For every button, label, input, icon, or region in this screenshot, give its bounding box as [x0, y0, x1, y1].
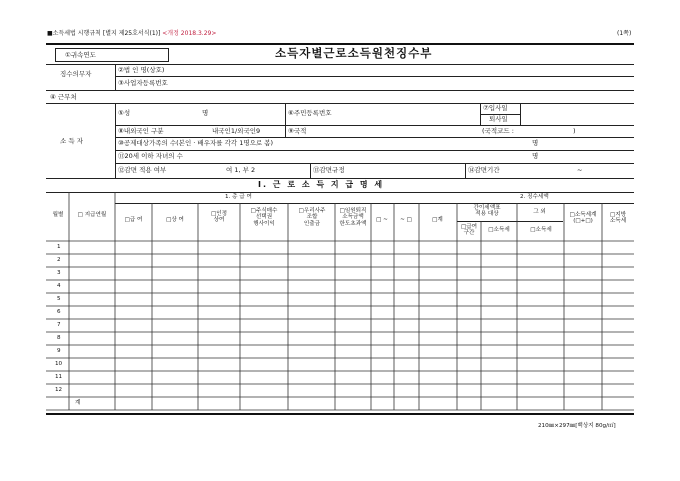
nationality-label: ⑨국적	[288, 127, 307, 135]
month-row-label: 10	[55, 361, 63, 367]
year-label: ①귀속연도	[65, 51, 96, 59]
month-row-label: 8	[57, 335, 61, 341]
join-date-label: ⑦입사일	[483, 104, 508, 112]
pay-col-deemed-bonus: □인정 상여	[210, 211, 228, 224]
others-label: 그 외	[533, 209, 546, 215]
nationality-code-label: (국적코드 :	[482, 127, 514, 135]
reduction-value: 여 1, 부 2	[226, 166, 256, 174]
form-reference-text: ■소득세법 시행규칙 [별지 제25호서식(1)]	[47, 30, 161, 37]
month-row-label: 4	[57, 283, 61, 289]
form-title: 소득자별근로소득원천징수부	[275, 46, 433, 60]
leave-date-label: 퇴사일	[489, 115, 508, 123]
month-row-label: 5	[57, 296, 61, 302]
tax-col-others-income-tax: □소득세	[530, 227, 552, 233]
pay-col-blank-2: ~ □	[400, 217, 412, 223]
month-row-label: 7	[57, 322, 61, 328]
simple-table-label: 간이세액표 적용 대상	[473, 205, 501, 218]
section1-title: Ⅰ. 근 로 소 득 지 급 명 세	[258, 180, 385, 189]
tax-col-income-tax-sum: □소득세계 (□+□)	[569, 212, 597, 225]
month-row-label: 6	[57, 309, 61, 315]
earner-section-label: 소 득 자	[60, 137, 83, 145]
month-row-label: 3	[57, 270, 61, 276]
month-row-label: 2	[57, 257, 61, 263]
residency-value: 내국인1/외국인9	[212, 127, 261, 135]
children-label: ⑪20세 이하 자녀의 수	[118, 152, 183, 160]
tax-col-local-tax: □지방 소득세	[609, 212, 627, 225]
month-column-header: 월별	[52, 212, 64, 218]
name-label-2: 명	[202, 109, 209, 117]
corp-name-label: ②법 인 명(상호)	[118, 66, 165, 74]
paper-size-note: 210㎜×297㎜[백상지 80g/㎡]	[538, 423, 616, 429]
total-row-label: 계	[75, 400, 81, 406]
pay-col-salary: □급 여	[124, 217, 143, 223]
pay-col-exec-retire-excess: □임원퇴직 소득금액 한도초과액	[339, 208, 367, 227]
tax-group-label: 2. 징수세액	[520, 194, 549, 200]
month-row-label: 9	[57, 348, 61, 354]
pay-col-total: □계	[432, 217, 443, 223]
pay-col-esop-withdrawal: □우리사주 조합 인출금	[298, 208, 326, 227]
reduction-period-sep: ~	[577, 166, 583, 174]
children-unit: 명	[532, 152, 539, 160]
month-row-label: 1	[57, 244, 61, 250]
bottom-rule	[46, 413, 634, 415]
paydate-column-header: □ 지급연월	[77, 212, 107, 218]
residency-label: ⑧내외국인 구분	[118, 127, 164, 135]
page-number: (1쪽)	[617, 30, 632, 37]
amendment-date: <개정 2018.3.29>	[162, 30, 217, 37]
rrn-label: ⑥주민등록번호	[288, 109, 332, 117]
reduction-period-label: ⑭감면기간	[468, 166, 500, 174]
tax-col-pay-bracket: □급여 구간	[460, 224, 478, 237]
pay-col-blank-1: □ ~	[376, 217, 388, 223]
month-row-label: 11	[55, 374, 63, 380]
pay-col-bonus: □상 여	[166, 217, 184, 223]
name-label: ⑤성	[118, 109, 131, 117]
deduction-label: ⑩공제대상가족의 수(본인 · 배우자를 각각 1명으로 봄)	[118, 139, 274, 147]
tax-col-income-tax: □소득세	[488, 227, 510, 233]
reduction-label: ⑫감면 적용 여부	[118, 166, 167, 174]
nationality-code-close: )	[573, 127, 576, 135]
month-row-label: 12	[55, 387, 63, 393]
bizno-label: ③사업자등록번호	[118, 79, 168, 87]
reduction-rule-label: ⑬감면규정	[313, 166, 345, 174]
deduction-unit: 명	[532, 139, 539, 147]
payer-section-label: 징수의무자	[60, 70, 92, 78]
pay-col-stock-option: □주식매수 선택권 행사이익	[250, 208, 278, 227]
workplace-label: ④ 근무처	[50, 93, 77, 101]
pay-group-label: 1. 총 급 여	[225, 194, 252, 200]
